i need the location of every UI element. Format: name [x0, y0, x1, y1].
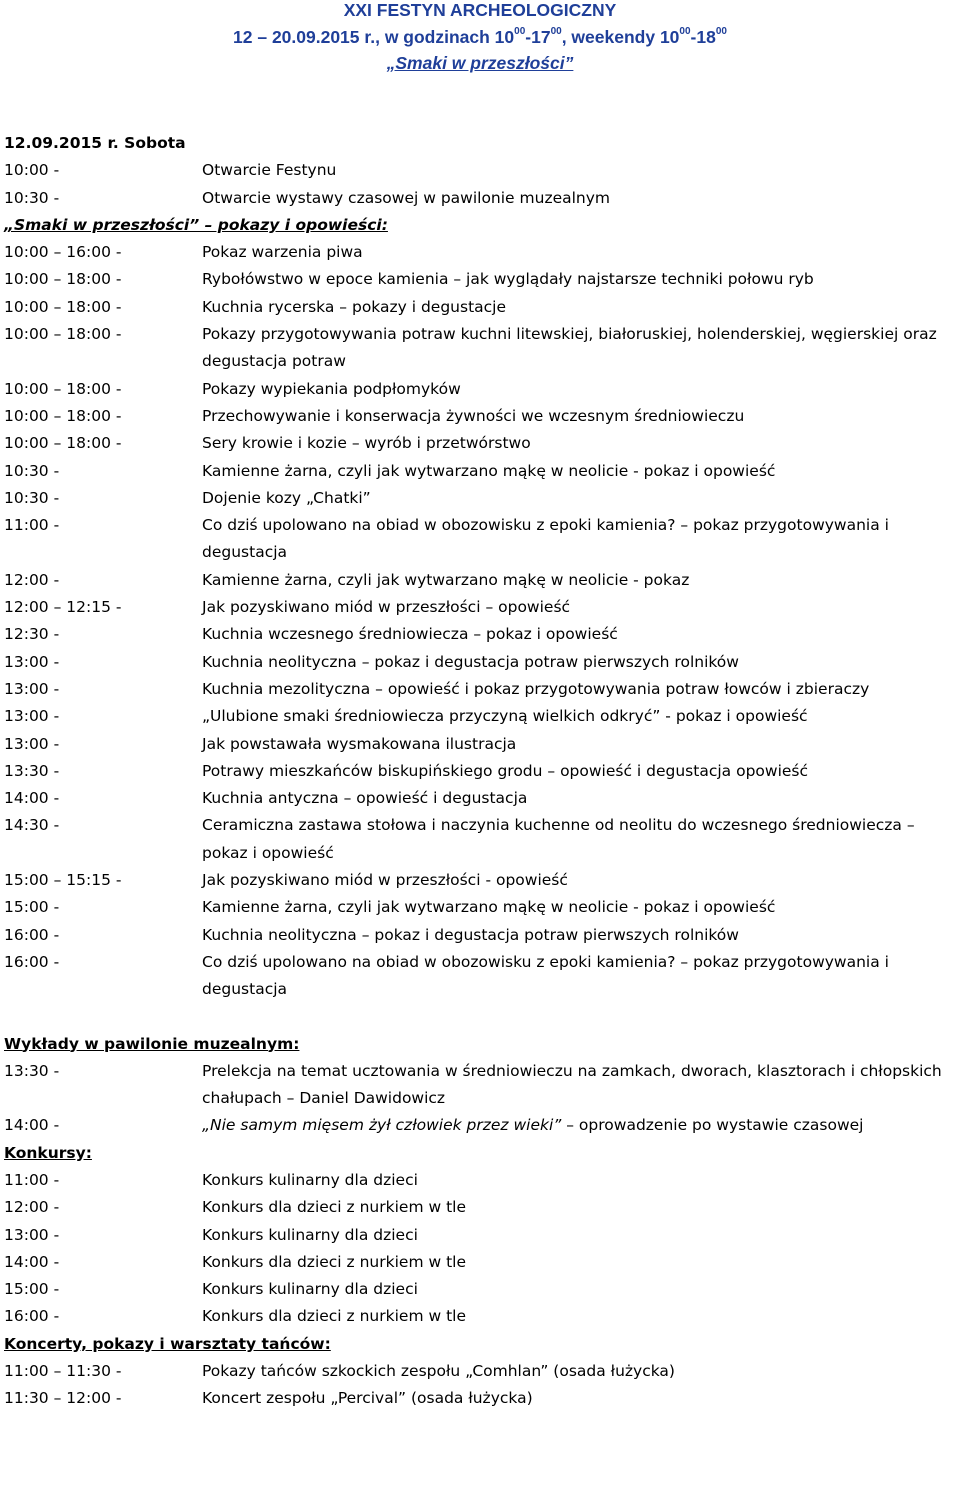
- row-time: 16:00 -: [4, 1307, 60, 1326]
- row-time: 15:00 -: [4, 1280, 60, 1299]
- row-desc-rest: – oprowadzenie po wystawie czasowej: [561, 1116, 864, 1135]
- row-desc: Pokazy przygotowywania potraw kuchni litewskiej, białoruskiej, holenderskiej, węgierskiej oraz degustacja potraw: [202, 325, 937, 371]
- row-desc: Ceramiczna zastawa stołowa i naczynia kuchenne od neolitu do wczesnego średniowiecza – pokaz i opowieść: [202, 816, 915, 862]
- schedule-row: [4, 867, 960, 894]
- event-dates: 12 – 20.09.2015 r., w godzinach $10^{00}-17^{00}$, weekendy $10^{00}-18^{00}$: [233, 26, 727, 47]
- contests-heading: Konkursy:: [4, 1143, 92, 1162]
- row-desc: Dojenie kozy „Chatki”: [202, 488, 371, 507]
- row-time: 11:00 -: [4, 516, 60, 535]
- shows-heading: „Smaki w przeszłości” – pokazy i opowieści:: [4, 215, 388, 234]
- row-time: 15:00 -: [4, 898, 60, 917]
- concerts-list: [4, 1358, 960, 1413]
- row-time: 10:30 -: [4, 188, 60, 207]
- row-desc: Otwarcie wystawy czasowej w pawilonie muzealnym: [202, 188, 611, 207]
- row-time: 12:00 -: [4, 570, 60, 589]
- schedule-row: [4, 512, 960, 567]
- row-desc: Kuchnia rycerska – pokazy i degustacje: [202, 297, 507, 316]
- row-desc: Otwarcie Festynu: [202, 161, 337, 180]
- row-desc: Pokazy wypiekania podpłomyków: [202, 379, 461, 398]
- schedule-row: [4, 185, 960, 212]
- row-desc: Jak powstawała wysmakowana ilustracja: [202, 734, 517, 753]
- row-desc: Konkurs kulinarny dla dzieci: [202, 1280, 418, 1299]
- row-time: 11:30 – 12:00 -: [4, 1389, 122, 1408]
- lectures-heading: Wykłady w pawilonie muzealnym:: [4, 1034, 300, 1053]
- schedule-row: [4, 1167, 960, 1194]
- row-time: 14:30 -: [4, 816, 60, 835]
- schedule-row: [4, 758, 960, 785]
- row-time: 13:00 -: [4, 652, 60, 671]
- row-desc: Co dziś upolowano na obiad w obozowisku z epoki kamienia? – pokaz przygotowywania i degustacja: [202, 952, 889, 999]
- schedule-row: [4, 1358, 960, 1385]
- row-time: 10:30 -: [4, 461, 60, 480]
- row-desc: Potrawy mieszkańców biskupińskiego grodu – opowieść i degustacja opowieść: [202, 761, 809, 780]
- row-desc: Konkurs dla dzieci z nurkiem w tle: [202, 1252, 466, 1271]
- row-time: 11:00 -: [4, 1170, 60, 1189]
- row-time: 10:00 -: [4, 161, 60, 180]
- row-time: 13:00 -: [4, 734, 60, 753]
- schedule-row: [4, 567, 960, 594]
- row-desc: Kuchnia mezolityczna – opowieść i pokaz przygotowywania potraw łowców i zbieraczy: [202, 679, 870, 698]
- opening-list: [4, 157, 960, 212]
- row-time: 10:00 – 18:00 -: [4, 297, 122, 316]
- row-desc: Jak pozyskiwano miód w przeszłości - opowieść: [202, 871, 568, 890]
- row-time: 12:00 – 12:15 -: [4, 598, 122, 617]
- schedule-row: [4, 894, 960, 921]
- schedule-row: [4, 922, 960, 949]
- schedule-row: [4, 1058, 960, 1113]
- row-time: 14:00 -: [4, 789, 60, 808]
- lectures-list: [4, 1058, 960, 1140]
- row-desc: Sery krowie i kozie – wyrób i przetwórstwo: [202, 434, 531, 453]
- event-title: XXI FESTYN ARCHEOLOGICZNY: [343, 0, 617, 20]
- schedule-row: [4, 949, 960, 1004]
- row-desc: Kamienne żarna, czyli jak wytwarzano mąkę w neolicie - pokaz: [202, 570, 690, 589]
- row-desc: [202, 1112, 960, 1139]
- schedule-row: [4, 376, 960, 403]
- row-time: 13:00 -: [4, 679, 60, 698]
- shows-list: [4, 239, 960, 1003]
- row-time: 14:00 -: [4, 1116, 60, 1135]
- row-desc: Konkurs dla dzieci z nurkiem w tle: [202, 1198, 466, 1217]
- row-time: 10:00 – 18:00 -: [4, 379, 122, 398]
- row-time: 14:00 -: [4, 1252, 60, 1271]
- schedule: [4, 130, 960, 1413]
- row-desc-italic: „Nie samym mięsem żył człowiek przez wieki”: [202, 1116, 562, 1135]
- schedule-row: [4, 239, 960, 266]
- row-time: 10:00 – 18:00 -: [4, 325, 122, 344]
- contests-list: [4, 1167, 960, 1331]
- schedule-row: [4, 785, 960, 812]
- row-desc: Pokazy tańców szkockich zespołu „Comhlan” (osada łużycka): [202, 1362, 675, 1381]
- row-time: 12:30 -: [4, 625, 60, 644]
- schedule-row: [4, 649, 960, 676]
- row-desc: Kamienne żarna, czyli jak wytwarzano mąkę w neolicie - pokaz i opowieść: [202, 898, 776, 917]
- row-desc: Konkurs kulinarny dla dzieci: [202, 1225, 418, 1244]
- row-desc: Kuchnia antyczna – opowieść i degustacja: [202, 789, 528, 808]
- row-time: 12:00 -: [4, 1198, 60, 1217]
- row-time: 16:00 -: [4, 925, 60, 944]
- schedule-row: [4, 1276, 960, 1303]
- row-desc: Kuchnia wczesnego średniowiecza – pokaz i opowieść: [202, 625, 618, 644]
- schedule-row: [4, 458, 960, 485]
- concerts-heading: Koncerty, pokazy i warsztaty tańców:: [4, 1334, 331, 1353]
- schedule-row: [4, 812, 960, 867]
- spacer: [4, 1004, 960, 1031]
- row-desc: Rybołówstwo w epoce kamienia – jak wyglądały najstarsze techniki połowu ryb: [202, 270, 814, 289]
- row-desc: Co dziś upolowano na obiad w obozowisku z epoki kamienia? – pokaz przygotowywania i degustacja: [202, 516, 889, 562]
- row-time: 10:30 -: [4, 488, 60, 507]
- schedule-row: [4, 157, 960, 184]
- row-desc: Konkurs dla dzieci z nurkiem w tle: [202, 1307, 466, 1326]
- schedule-row: [4, 731, 960, 758]
- schedule-row: [4, 1303, 960, 1330]
- schedule-row: [4, 1222, 960, 1249]
- row-time: 10:00 – 18:00 -: [4, 406, 122, 425]
- schedule-row: [4, 1194, 960, 1221]
- schedule-row: [4, 403, 960, 430]
- schedule-row: [4, 1249, 960, 1276]
- schedule-row: [4, 321, 960, 376]
- row-time: 13:00 -: [4, 707, 60, 726]
- row-desc: Przechowywanie i konserwacja żywności we wczesnym średniowieczu: [202, 406, 745, 425]
- row-desc: „Ulubione smaki średniowiecza przyczyną wielkich odkryć” - pokaz i opowieść: [202, 707, 808, 726]
- schedule-row: [4, 266, 960, 293]
- row-time: 10:00 – 18:00 -: [4, 270, 122, 289]
- schedule-row: [4, 594, 960, 621]
- schedule-row: [4, 1385, 960, 1412]
- row-desc: Kamienne żarna, czyli jak wytwarzano mąkę w neolicie - pokaz i opowieść: [202, 461, 776, 480]
- row-desc: Konkurs kulinarny dla dzieci: [202, 1170, 418, 1189]
- schedule-row: [4, 676, 960, 703]
- row-desc: Koncert zespołu „Percival” (osada łużycka): [202, 1389, 533, 1408]
- row-time: 15:00 – 15:15 -: [4, 871, 122, 890]
- schedule-row: [4, 1112, 960, 1139]
- schedule-row: [4, 621, 960, 648]
- row-time: 16:00 -: [4, 952, 60, 971]
- day-heading: 12.09.2015 r. Sobota: [4, 134, 186, 152]
- row-time: 10:00 – 18:00 -: [4, 434, 122, 453]
- schedule-row: [4, 430, 960, 457]
- row-desc: Kuchnia neolityczna – pokaz i degustacja potraw pierwszych rolników: [202, 925, 739, 944]
- schedule-row: [4, 703, 960, 730]
- row-time: 10:00 – 16:00 -: [4, 243, 122, 262]
- row-desc: Prelekcja na temat ucztowania w średniowieczu na zamkach, dworach, klasztorach i chłopskich chałupach – Daniel Dawidowicz: [202, 1061, 942, 1108]
- row-desc: Kuchnia neolityczna – pokaz i degustacja potraw pierwszych rolników: [202, 652, 739, 671]
- row-time: 13:00 -: [4, 1225, 60, 1244]
- row-time: 13:30 -: [4, 761, 60, 780]
- row-time: 13:30 -: [4, 1061, 60, 1080]
- row-desc: Pokaz warzenia piwa: [202, 243, 363, 262]
- row-desc: Jak pozyskiwano miód w przeszłości – opowieść: [202, 598, 571, 617]
- schedule-row: [4, 294, 960, 321]
- schedule-row: [4, 485, 960, 512]
- row-time: 11:00 – 11:30 -: [4, 1362, 122, 1381]
- event-subtitle: „Smaki w przeszłości”: [386, 53, 574, 73]
